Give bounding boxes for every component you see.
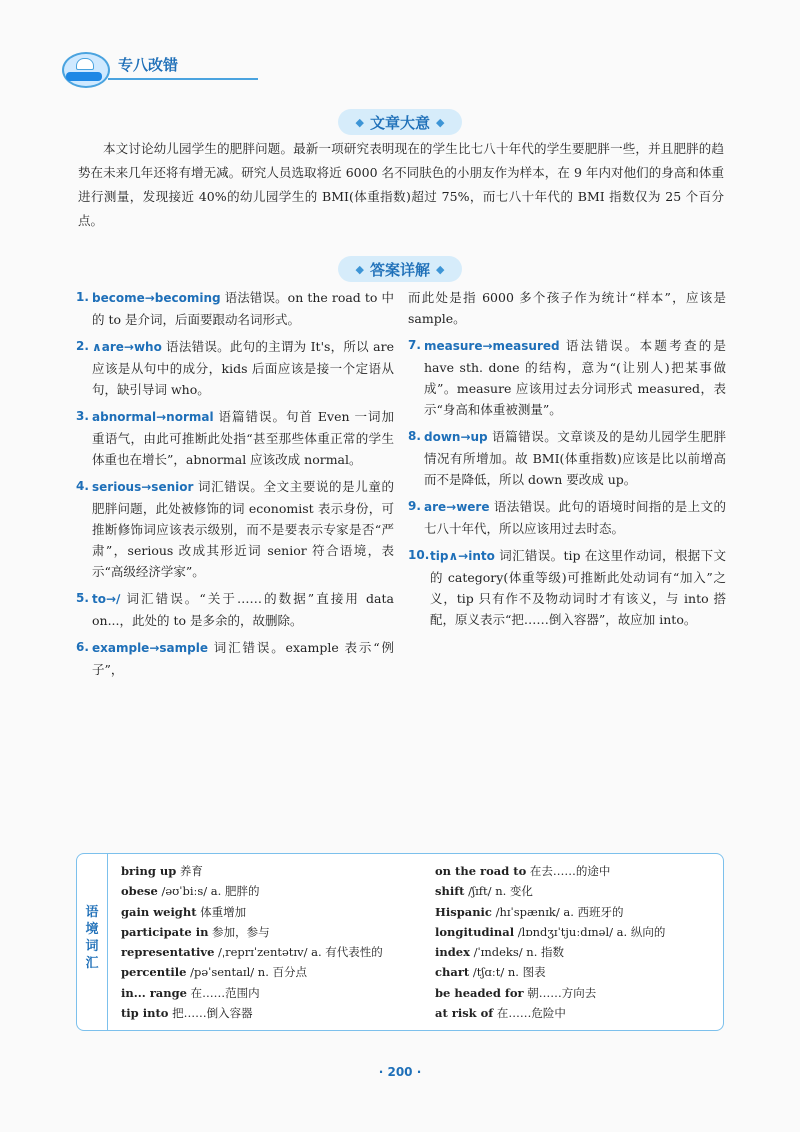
vocab-entry: participate in 参加，参与 <box>121 924 270 939</box>
vocab-entry: index /ˈɪndeks/ n. 指数 <box>435 945 565 960</box>
vocabulary-side-label <box>77 854 108 1030</box>
vocabulary-right-column <box>435 861 715 1023</box>
diamond-icon: ◆ <box>436 262 445 276</box>
page-number: · 200 · <box>378 1065 422 1079</box>
answer-item: 4. serious→senior 词汇错误。全文主要说的是儿童的肥胖问题，此处被修饰的词 economist 表示身份，可推断修饰词应该表示级别，而不是要表示专家是否“严肃”，serious 改成其形近词 senior 符合语境，表示“高级经济学家”。 <box>76 479 394 579</box>
vocab-entry: bring up 养育 <box>121 864 203 878</box>
answer-item: 8. down→up 语篇错误。文章谈及的是幼儿园学生肥胖情况有所增加。故 BMI(体重指数)应该是比以前增高而不是降低，所以 down 要改成 up。 <box>408 429 726 487</box>
vocab-entry: obese /əʊˈbiːs/ a. 肥胖的 <box>121 884 260 899</box>
summary-heading: 文章大意 <box>369 113 430 132</box>
vocab-entry: longitudinal /lɒndʒɪˈtjuːdɪnəl/ a. 纵向的 <box>435 924 666 939</box>
answers-heading-badge <box>338 256 462 282</box>
diamond-icon: ◆ <box>436 115 445 129</box>
answer-item: 7. measure→measured 语法错误。本题考查的是 have sth. done 的结构，意为“(让别人)把某事做成”。measure 应该用过去分词形式 measured，表示“身高和体重被测量”。 <box>408 338 726 417</box>
answer-item: 2. ∧are→who 语法错误。此句的主谓为 It's，所以 are 应该是从句中的成分，kids 后面应该是接一个定语从句，缺引导词 who。 <box>76 339 394 397</box>
header-title: 专八改错 <box>118 56 179 74</box>
vocab-entry: percentile /pəˈsentaɪl/ n. 百分点 <box>121 965 308 980</box>
summary-heading-badge <box>338 109 462 135</box>
answer-item: 5. to→∕ 词汇错误。“关于……的数据”直接用 data on...，此处的 to 是多余的，故删除。 <box>76 591 394 628</box>
answer-item: 1. become→becoming 语法错误。on the road to 中的 to 是介词，后面要跟动名词形式。 <box>76 290 394 327</box>
vocab-entry: in... range 在……范围内 <box>121 985 260 1000</box>
summary-text: 本文讨论幼儿园学生的肥胖问题。最新一项研究表明现在的学生比七八十年代的学生要肥胖一些，并且肥胖的趋势在未来几年还将有增无减。研究人员选取将近 6000 名不同肤色的小朋友作为样本，在 9 年内对他们的身高和体重进行测量，发现接近 40%的幼儿园学生的 BMI(体重指数)超过 75%，而七八十年代的 BMI 指数仅为 25 个百分点。 <box>78 141 724 228</box>
vocabulary-label: 语境词汇 <box>85 905 99 971</box>
vocabulary-box <box>76 853 724 1031</box>
answer-item: 3. abnormal→normal 语篇错误。句首 Even 一词加重语气，由此可推断此处指“甚至那些体重正常的学生体重也在增长”，abnormal 应该改成 normal。 <box>76 409 394 467</box>
answer-item: 9. are→were 语法错误。此句的语境时间指的是上文的七八十年代，所以应该用过去时态。 <box>408 499 726 536</box>
answer-continuation: 而此处是指 6000 多个孩子作为统计“样本”，应该是 sample。 <box>408 290 726 326</box>
answers-right-column <box>408 287 726 636</box>
answer-item: 6. example→sample 词汇错误。example 表示“例子”， <box>76 640 394 677</box>
header-underline <box>108 78 258 80</box>
vocab-entry: shift /ʃɪft/ n. 变化 <box>435 884 533 899</box>
answers-heading: 答案详解 <box>369 260 430 279</box>
vocab-entry: be headed for 朝……方向去 <box>435 985 597 1000</box>
diamond-icon: ◆ <box>355 115 364 129</box>
answer-item: 10. tip∧→into 词汇错误。tip 在这里作动词，根据下文的 category(体重等级)可推断此处动词有“加入”之义，tip 只有作不及物动词时才有该义，与 into 搭配，原义表示“把……倒入容器”，故应加 into。 <box>408 548 726 627</box>
vocab-entry: at risk of 在……危险中 <box>435 1006 566 1021</box>
vocab-entry: representative /ˌreprɪˈzentətɪv/ a. 有代表性的 <box>121 945 383 960</box>
summary-paragraph <box>78 137 724 233</box>
logo <box>62 52 110 88</box>
vocab-entry: Hispanic /hɪˈspænɪk/ a. 西班牙的 <box>435 904 624 919</box>
page-header <box>60 48 200 84</box>
answers-left-column <box>76 287 394 686</box>
vocab-entry: chart /tʃɑːt/ n. 图表 <box>435 965 546 980</box>
vocab-entry: on the road to 在去……的途中 <box>435 864 611 878</box>
vocab-entry: tip into 把……倒入容器 <box>121 1006 253 1021</box>
diamond-icon: ◆ <box>355 262 364 276</box>
vocab-entry: gain weight 体重增加 <box>121 904 247 919</box>
vocabulary-left-column <box>121 861 421 1023</box>
